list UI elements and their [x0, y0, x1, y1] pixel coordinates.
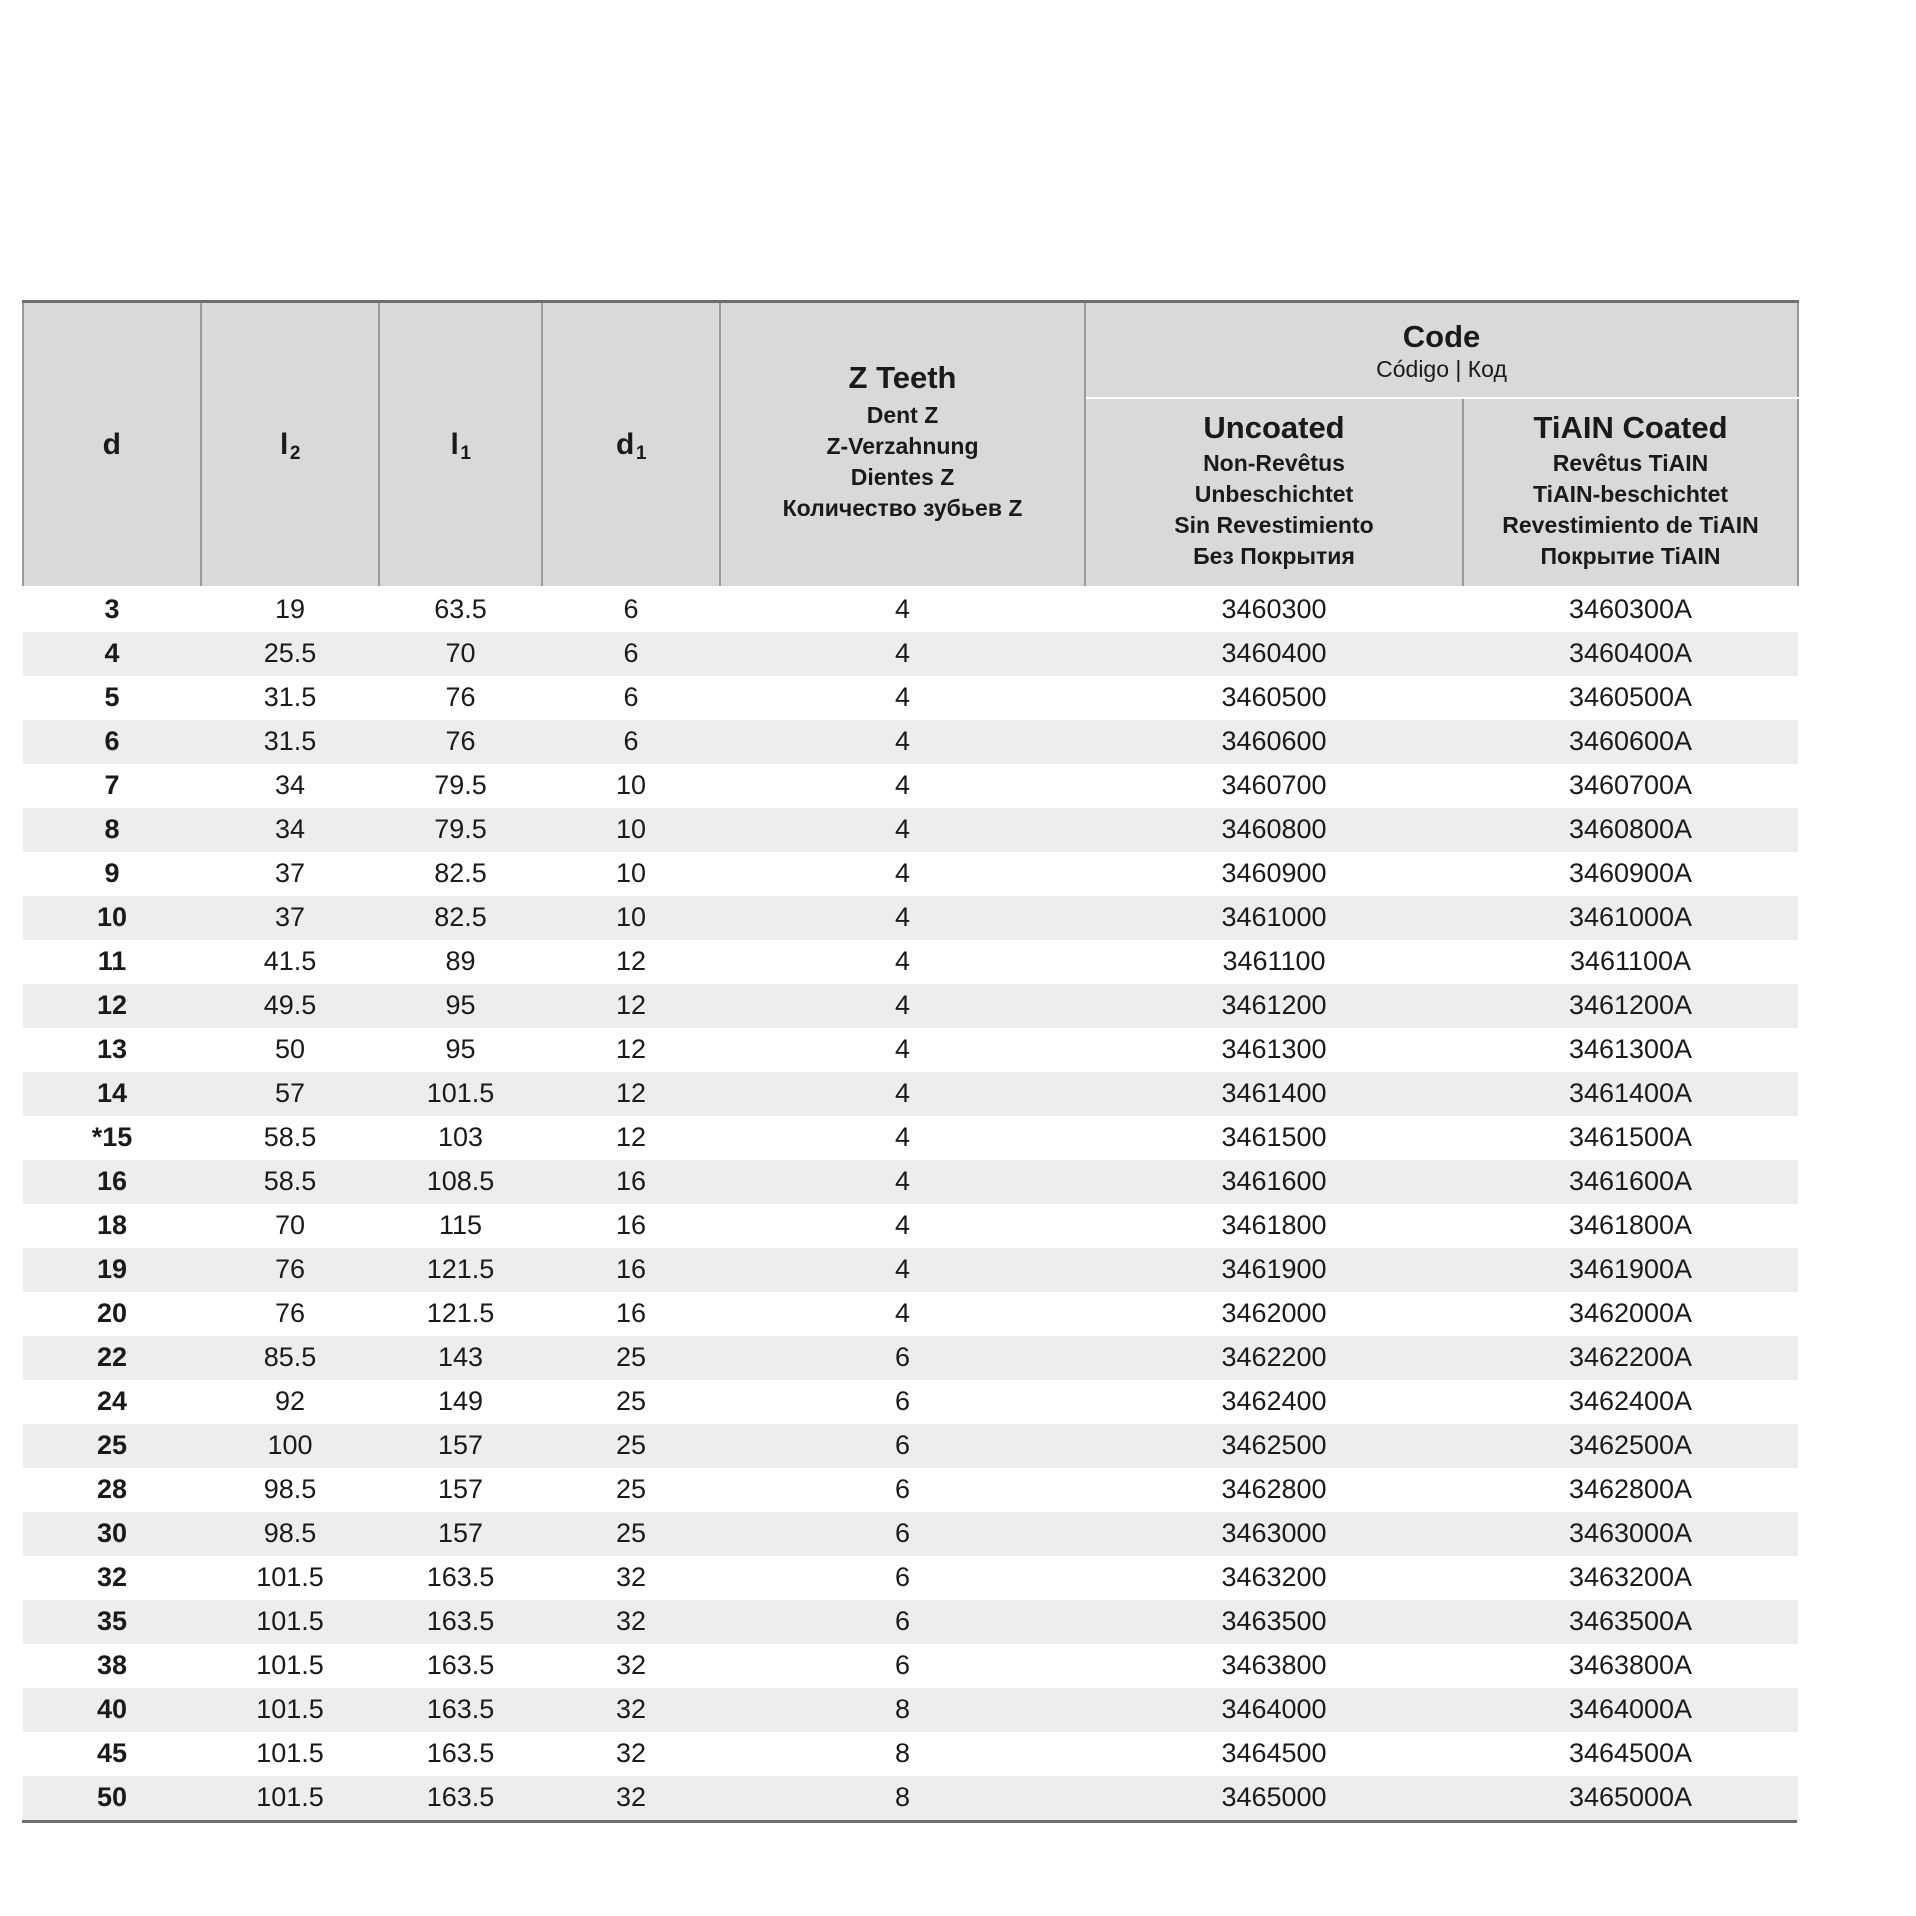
cell-d1: 10	[542, 808, 720, 852]
cell-uncoated-code: 3460700	[1085, 764, 1463, 808]
table-row	[23, 1380, 1798, 1424]
cell-d: 11	[23, 940, 201, 984]
cell-coated-code: 3463500A	[1463, 1600, 1798, 1644]
cell-l1: 143	[379, 1336, 542, 1380]
cell-z: 4	[720, 1248, 1085, 1292]
header-l1	[379, 302, 542, 588]
cell-coated-code: 3464500A	[1463, 1732, 1798, 1776]
cell-d1: 6	[542, 587, 720, 632]
cell-coated-code: 3460300A	[1463, 587, 1798, 632]
cell-d1: 32	[542, 1644, 720, 1688]
cell-l2: 98.5	[201, 1468, 379, 1512]
cell-uncoated-code: 3461400	[1085, 1072, 1463, 1116]
cell-l1: 163.5	[379, 1732, 542, 1776]
header-uncoated-line-ru: Без Покрытия	[1193, 543, 1355, 570]
header-z-teeth	[720, 302, 1085, 588]
cell-d: 32	[23, 1556, 201, 1600]
header-coated-line-fr: Revêtus TiAIN	[1552, 450, 1709, 477]
cell-uncoated-code: 3461100	[1085, 940, 1463, 984]
cell-uncoated-code: 3464000	[1085, 1688, 1463, 1732]
cell-l1: 163.5	[379, 1556, 542, 1600]
cell-d: 6	[23, 720, 201, 764]
specification-table	[22, 300, 1799, 1820]
cell-l2: 50	[201, 1028, 379, 1072]
cell-l1: 163.5	[379, 1776, 542, 1820]
cell-l2: 31.5	[201, 676, 379, 720]
cell-coated-code: 3463200A	[1463, 1556, 1798, 1600]
cell-coated-code: 3460700A	[1463, 764, 1798, 808]
cell-coated-code: 3462400A	[1463, 1380, 1798, 1424]
cell-l2: 58.5	[201, 1116, 379, 1160]
cell-z: 4	[720, 852, 1085, 896]
cell-coated-code: 3460500A	[1463, 676, 1798, 720]
header-uncoated-line-fr: Non-Revêtus	[1203, 450, 1345, 477]
cell-d: 28	[23, 1468, 201, 1512]
table-row	[23, 1600, 1798, 1644]
header-coated-line-es: Revestimiento de TiAIN	[1502, 512, 1759, 539]
table-row	[23, 587, 1798, 632]
cell-d1: 32	[542, 1732, 720, 1776]
cell-d1: 16	[542, 1248, 720, 1292]
table-row	[23, 1028, 1798, 1072]
cell-l1: 63.5	[379, 587, 542, 632]
table-row	[23, 896, 1798, 940]
cell-uncoated-code: 3460500	[1085, 676, 1463, 720]
cell-coated-code: 3463800A	[1463, 1644, 1798, 1688]
cell-d: 20	[23, 1292, 201, 1336]
cell-d: 38	[23, 1644, 201, 1688]
cell-coated-code: 3460400A	[1463, 632, 1798, 676]
header-d1	[542, 302, 720, 588]
header-d1-subscript: 1	[635, 442, 647, 464]
cell-z: 4	[720, 632, 1085, 676]
cell-l1: 157	[379, 1468, 542, 1512]
cell-d1: 25	[542, 1336, 720, 1380]
cell-z: 4	[720, 984, 1085, 1028]
cell-uncoated-code: 3463200	[1085, 1556, 1463, 1600]
cell-l2: 57	[201, 1072, 379, 1116]
cell-l2: 34	[201, 808, 379, 852]
table-row	[23, 1688, 1798, 1732]
cell-l2: 92	[201, 1380, 379, 1424]
cell-d1: 16	[542, 1292, 720, 1336]
cell-z: 8	[720, 1776, 1085, 1820]
table-row	[23, 940, 1798, 984]
cell-uncoated-code: 3461200	[1085, 984, 1463, 1028]
cell-z: 4	[720, 1116, 1085, 1160]
cell-l1: 76	[379, 676, 542, 720]
cell-d1: 12	[542, 984, 720, 1028]
header-z-title: Z Teeth	[848, 360, 957, 396]
cell-d1: 10	[542, 852, 720, 896]
cell-l1: 103	[379, 1116, 542, 1160]
cell-uncoated-code: 3460900	[1085, 852, 1463, 896]
cell-uncoated-code: 3461800	[1085, 1204, 1463, 1248]
cell-d: 16	[23, 1160, 201, 1204]
table-row	[23, 720, 1798, 764]
table-row	[23, 1424, 1798, 1468]
cell-d1: 10	[542, 896, 720, 940]
cell-coated-code: 3460800A	[1463, 808, 1798, 852]
header-coated-line-de: TiAIN-beschichtet	[1532, 481, 1729, 508]
cell-l1: 108.5	[379, 1160, 542, 1204]
cell-z: 8	[720, 1688, 1085, 1732]
cell-l1: 163.5	[379, 1600, 542, 1644]
table-row	[23, 1160, 1798, 1204]
cell-d: 22	[23, 1336, 201, 1380]
cell-d: 3	[23, 587, 201, 632]
cell-uncoated-code: 3461300	[1085, 1028, 1463, 1072]
table-row	[23, 632, 1798, 676]
cell-d1: 6	[542, 632, 720, 676]
cell-d1: 32	[542, 1556, 720, 1600]
cell-l1: 149	[379, 1380, 542, 1424]
cell-l1: 157	[379, 1512, 542, 1556]
cell-l1: 70	[379, 632, 542, 676]
cell-l2: 41.5	[201, 940, 379, 984]
table-row	[23, 852, 1798, 896]
header-l1-label: l	[450, 427, 460, 461]
cell-uncoated-code: 3460300	[1085, 587, 1463, 632]
cell-coated-code: 3461300A	[1463, 1028, 1798, 1072]
table-row	[23, 1248, 1798, 1292]
cell-z: 6	[720, 1424, 1085, 1468]
cell-coated-code: 3461100A	[1463, 940, 1798, 984]
cell-d: 25	[23, 1424, 201, 1468]
cell-uncoated-code: 3462400	[1085, 1380, 1463, 1424]
cell-coated-code: 3461000A	[1463, 896, 1798, 940]
cell-d1: 25	[542, 1424, 720, 1468]
cell-l2: 101.5	[201, 1776, 379, 1820]
header-l1-subscript: 1	[460, 442, 472, 464]
cell-l1: 121.5	[379, 1292, 542, 1336]
cell-z: 4	[720, 676, 1085, 720]
table-row	[23, 1644, 1798, 1688]
cell-coated-code: 3460600A	[1463, 720, 1798, 764]
cell-z: 6	[720, 1512, 1085, 1556]
cell-l1: 79.5	[379, 764, 542, 808]
cell-z: 4	[720, 587, 1085, 632]
cell-l1: 89	[379, 940, 542, 984]
cell-z: 4	[720, 1204, 1085, 1248]
cell-uncoated-code: 3461900	[1085, 1248, 1463, 1292]
cell-l1: 82.5	[379, 896, 542, 940]
cell-d: 13	[23, 1028, 201, 1072]
cell-d1: 6	[542, 676, 720, 720]
cell-d: 9	[23, 852, 201, 896]
table-row	[23, 808, 1798, 852]
cell-z: 4	[720, 1160, 1085, 1204]
header-z-line-de: Z-Verzahnung	[826, 433, 979, 460]
cell-d: 45	[23, 1732, 201, 1776]
cell-d1: 25	[542, 1468, 720, 1512]
cell-l1: 121.5	[379, 1248, 542, 1292]
cell-d: 50	[23, 1776, 201, 1820]
header-coated-line-ru: Покрытие TiAIN	[1540, 543, 1721, 570]
cell-d: 4	[23, 632, 201, 676]
cell-d1: 32	[542, 1600, 720, 1644]
cell-coated-code: 3461900A	[1463, 1248, 1798, 1292]
cell-coated-code: 3465000A	[1463, 1776, 1798, 1820]
cell-uncoated-code: 3462200	[1085, 1336, 1463, 1380]
header-l2	[201, 302, 379, 588]
table-body	[23, 587, 1798, 1820]
cell-l2: 49.5	[201, 984, 379, 1028]
header-uncoated-line-de: Unbeschichtet	[1194, 481, 1354, 508]
cell-uncoated-code: 3460600	[1085, 720, 1463, 764]
cell-d1: 12	[542, 1028, 720, 1072]
cell-d: 7	[23, 764, 201, 808]
cell-l2: 100	[201, 1424, 379, 1468]
cell-l1: 95	[379, 984, 542, 1028]
cell-z: 4	[720, 896, 1085, 940]
cell-coated-code: 3464000A	[1463, 1688, 1798, 1732]
cell-l1: 95	[379, 1028, 542, 1072]
cell-z: 6	[720, 1600, 1085, 1644]
cell-uncoated-code: 3464500	[1085, 1732, 1463, 1776]
cell-d: *15	[23, 1116, 201, 1160]
header-d-label: d	[102, 427, 122, 461]
cell-coated-code: 3462500A	[1463, 1424, 1798, 1468]
cell-d: 12	[23, 984, 201, 1028]
header-z-line-ru: Количество зубьев Z	[782, 495, 1023, 522]
cell-l2: 98.5	[201, 1512, 379, 1556]
cell-l1: 76	[379, 720, 542, 764]
cell-l1: 115	[379, 1204, 542, 1248]
cell-d: 24	[23, 1380, 201, 1424]
cell-d1: 12	[542, 1072, 720, 1116]
cell-z: 6	[720, 1468, 1085, 1512]
table-header	[23, 302, 1798, 588]
cell-z: 4	[720, 764, 1085, 808]
header-d1-label: d	[616, 427, 635, 461]
table-row	[23, 1116, 1798, 1160]
cell-coated-code: 3463000A	[1463, 1512, 1798, 1556]
cell-z: 8	[720, 1732, 1085, 1776]
cell-uncoated-code: 3461500	[1085, 1116, 1463, 1160]
cell-uncoated-code: 3462000	[1085, 1292, 1463, 1336]
cell-l2: 101.5	[201, 1644, 379, 1688]
cell-d1: 12	[542, 940, 720, 984]
cell-l1: 163.5	[379, 1688, 542, 1732]
table-row	[23, 1336, 1798, 1380]
table-row	[23, 1512, 1798, 1556]
header-coated-title: TiAIN Coated	[1533, 409, 1728, 445]
cell-d: 5	[23, 676, 201, 720]
cell-l2: 19	[201, 587, 379, 632]
cell-d1: 32	[542, 1688, 720, 1732]
cell-l2: 31.5	[201, 720, 379, 764]
cell-d1: 12	[542, 1116, 720, 1160]
header-uncoated-line-es: Sin Revestimiento	[1174, 512, 1374, 539]
table-row	[23, 1204, 1798, 1248]
cell-l2: 101.5	[201, 1600, 379, 1644]
header-l2-subscript: 2	[289, 442, 301, 464]
cell-l2: 58.5	[201, 1160, 379, 1204]
cell-d: 14	[23, 1072, 201, 1116]
cell-uncoated-code: 3460800	[1085, 808, 1463, 852]
cell-l2: 101.5	[201, 1688, 379, 1732]
table-row	[23, 1468, 1798, 1512]
cell-l1: 101.5	[379, 1072, 542, 1116]
header-code	[1085, 302, 1798, 398]
table-row	[23, 1776, 1798, 1820]
cell-uncoated-code: 3462500	[1085, 1424, 1463, 1468]
cell-uncoated-code: 3463500	[1085, 1600, 1463, 1644]
cell-d1: 25	[542, 1380, 720, 1424]
cell-d: 30	[23, 1512, 201, 1556]
cell-uncoated-code: 3463000	[1085, 1512, 1463, 1556]
header-coated	[1463, 398, 1798, 588]
header-z-line-fr: Dent Z	[866, 401, 939, 428]
cell-l2: 70	[201, 1204, 379, 1248]
cell-coated-code: 3460900A	[1463, 852, 1798, 896]
cell-coated-code: 3461200A	[1463, 984, 1798, 1028]
header-d	[23, 302, 201, 588]
cell-d: 18	[23, 1204, 201, 1248]
cell-d: 8	[23, 808, 201, 852]
cell-d1: 6	[542, 720, 720, 764]
cell-coated-code: 3461800A	[1463, 1204, 1798, 1248]
cell-z: 4	[720, 1072, 1085, 1116]
cell-coated-code: 3462800A	[1463, 1468, 1798, 1512]
cell-uncoated-code: 3461600	[1085, 1160, 1463, 1204]
cell-d1: 32	[542, 1776, 720, 1820]
cell-l2: 76	[201, 1248, 379, 1292]
cell-d: 35	[23, 1600, 201, 1644]
table-row	[23, 1072, 1798, 1116]
cell-coated-code: 3462200A	[1463, 1336, 1798, 1380]
cell-coated-code: 3462000A	[1463, 1292, 1798, 1336]
table-row	[23, 1732, 1798, 1776]
cell-l2: 37	[201, 852, 379, 896]
header-l2-label: l	[280, 427, 289, 461]
header-uncoated-title: Uncoated	[1203, 409, 1345, 445]
table-row	[23, 676, 1798, 720]
cell-l2: 37	[201, 896, 379, 940]
cell-d1: 16	[542, 1204, 720, 1248]
cell-coated-code: 3461600A	[1463, 1160, 1798, 1204]
cell-d1: 10	[542, 764, 720, 808]
cell-z: 4	[720, 808, 1085, 852]
cell-z: 6	[720, 1644, 1085, 1688]
cell-l2: 101.5	[201, 1732, 379, 1776]
cell-l2: 34	[201, 764, 379, 808]
cell-l1: 157	[379, 1424, 542, 1468]
header-code-title: Code	[1402, 319, 1481, 354]
table-bottom-rule	[22, 1820, 1797, 1823]
cell-l2: 76	[201, 1292, 379, 1336]
cell-l1: 82.5	[379, 852, 542, 896]
cell-z: 4	[720, 1292, 1085, 1336]
cell-uncoated-code: 3463800	[1085, 1644, 1463, 1688]
cell-l2: 101.5	[201, 1556, 379, 1600]
header-code-subtitle: Código | Код	[1376, 355, 1507, 382]
cell-uncoated-code: 3465000	[1085, 1776, 1463, 1820]
cell-l2: 25.5	[201, 632, 379, 676]
cell-uncoated-code: 3462800	[1085, 1468, 1463, 1512]
cell-z: 6	[720, 1336, 1085, 1380]
cell-l2: 85.5	[201, 1336, 379, 1380]
table-row	[23, 1556, 1798, 1600]
cell-l1: 163.5	[379, 1644, 542, 1688]
cell-z: 4	[720, 720, 1085, 764]
spec-table-wrapper	[22, 300, 1797, 1823]
cell-z: 4	[720, 940, 1085, 984]
cell-uncoated-code: 3460400	[1085, 632, 1463, 676]
table-row	[23, 764, 1798, 808]
cell-d: 10	[23, 896, 201, 940]
header-uncoated	[1085, 398, 1463, 588]
cell-z: 6	[720, 1380, 1085, 1424]
table-row	[23, 1292, 1798, 1336]
cell-z: 6	[720, 1556, 1085, 1600]
cell-d: 40	[23, 1688, 201, 1732]
cell-d: 19	[23, 1248, 201, 1292]
cell-uncoated-code: 3461000	[1085, 896, 1463, 940]
cell-coated-code: 3461500A	[1463, 1116, 1798, 1160]
header-z-line-es: Dientes Z	[850, 464, 955, 491]
cell-z: 4	[720, 1028, 1085, 1072]
cell-l1: 79.5	[379, 808, 542, 852]
table-row	[23, 984, 1798, 1028]
cell-coated-code: 3461400A	[1463, 1072, 1798, 1116]
cell-d1: 16	[542, 1160, 720, 1204]
cell-d1: 25	[542, 1512, 720, 1556]
